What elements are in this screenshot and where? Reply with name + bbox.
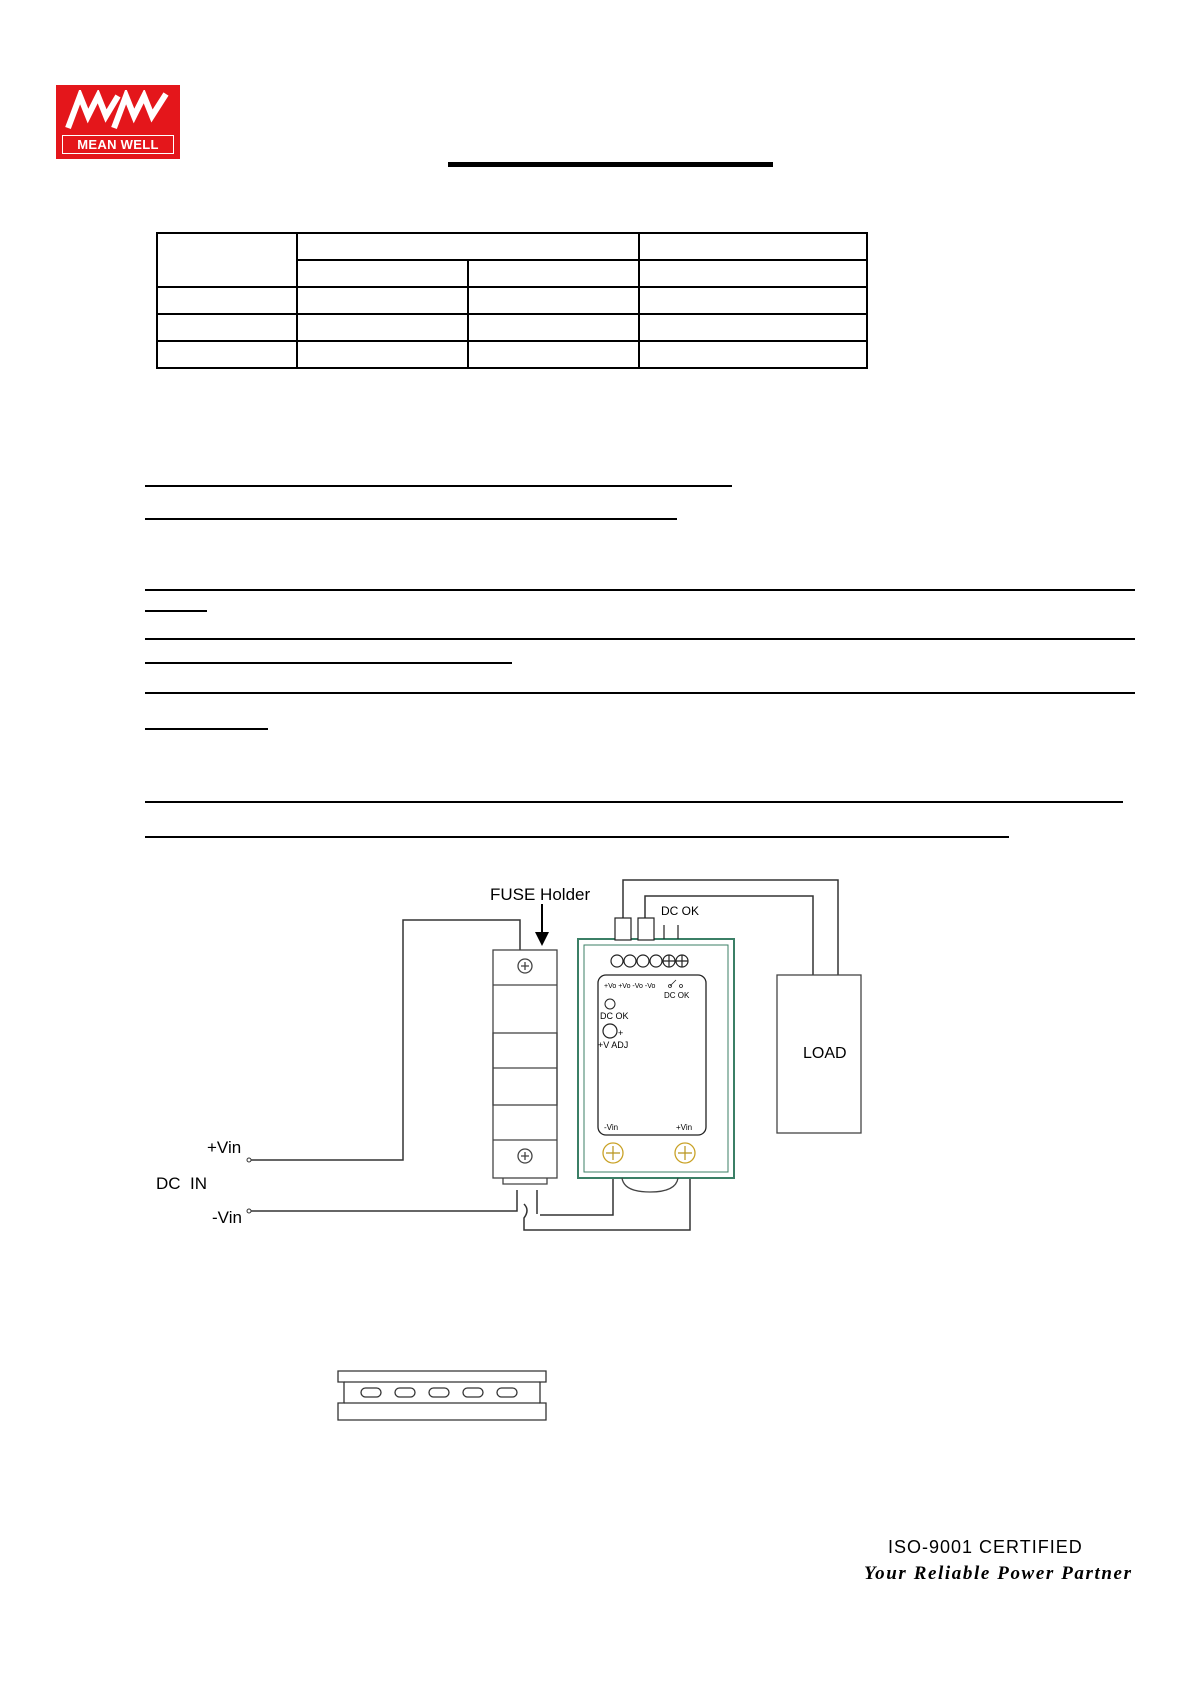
- wiring-diagram: [0, 860, 1191, 1250]
- output-terminals-label: +Vo +Vo -Vo -Vo: [604, 983, 656, 990]
- underline-rule: [145, 662, 512, 664]
- logo-text: MEAN WELL: [62, 135, 174, 154]
- underline-rule: [145, 638, 1135, 640]
- underline-rule: [145, 836, 1009, 838]
- load-label: LOAD: [803, 1045, 847, 1062]
- underline-rule: [145, 485, 732, 487]
- vin-plus-label: +Vin: [207, 1138, 242, 1157]
- vadj-label: +V ADJ: [598, 1040, 629, 1050]
- underline-rule: [145, 589, 1135, 591]
- underline-rule: [145, 801, 1123, 803]
- table-cell: [297, 233, 639, 260]
- panel-vin-plus-label: +Vin: [676, 1123, 693, 1132]
- fuse-holder-label: FUSE Holder: [490, 885, 591, 904]
- relay-dc-ok-label: DC OK: [664, 991, 690, 1000]
- dc-in-label: DC IN: [156, 1174, 207, 1193]
- dc-ok-led-label: DC OK: [600, 1011, 629, 1021]
- din-rail-drawing: [336, 1370, 550, 1422]
- table-cell: [297, 260, 468, 287]
- underline-rule: [145, 610, 207, 612]
- table-row: [157, 341, 867, 368]
- table-cell: [639, 260, 867, 287]
- dc-dc-module: [578, 904, 734, 1192]
- spec-table: [156, 232, 868, 369]
- vadj-sign: +: [618, 1028, 624, 1038]
- slogan-text: Your Reliable Power Partner: [864, 1563, 1133, 1584]
- panel-vin-minus-label: -Vin: [604, 1123, 619, 1132]
- table-cell: [157, 233, 297, 287]
- table-row: [157, 287, 867, 314]
- iso-certified-text: ISO-9001 CERTIFIED: [888, 1537, 1083, 1557]
- mw-monogram-icon: [64, 90, 172, 132]
- title-underline: [448, 162, 773, 167]
- arrow-down-icon: [535, 932, 549, 946]
- underline-rule: [145, 692, 1135, 694]
- table-cell: [639, 233, 867, 260]
- dc-ok-label: DC OK: [661, 904, 700, 918]
- fuse-holder: [493, 950, 557, 1184]
- underline-rule: [145, 728, 268, 730]
- underline-rule: [145, 518, 677, 520]
- mean-well-logo: [56, 85, 180, 159]
- table-cell: [468, 260, 639, 287]
- vin-minus-label: -Vin: [212, 1208, 242, 1227]
- table-row: [157, 314, 867, 341]
